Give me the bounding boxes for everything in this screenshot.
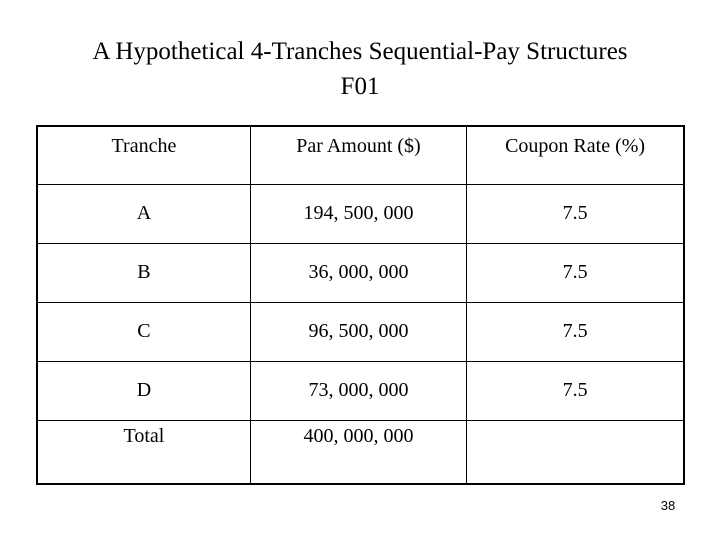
par-amount-cell: 96, 500, 000 [250, 302, 466, 361]
tranche-cell: B [37, 243, 250, 302]
table-row [37, 184, 684, 243]
table-row [37, 243, 684, 302]
par-amount-cell: 73, 000, 000 [250, 361, 466, 420]
par-amount-cell: 194, 500, 000 [250, 184, 466, 243]
tranche-cell: D [37, 361, 250, 420]
table-header-row [37, 126, 684, 184]
tranche-cell: A [37, 184, 250, 243]
header-tranche: Tranche [37, 126, 250, 184]
title-line-1: A Hypothetical 4-Tranches Sequential-Pay Structures [92, 38, 628, 65]
page-number: 38 [660, 498, 676, 513]
header-coupon-rate: Coupon Rate (%) [467, 126, 684, 184]
total-coupon-cell [467, 420, 684, 484]
tranche-table [36, 125, 685, 485]
coupon-rate-cell: 7.5 [467, 184, 684, 243]
tranche-cell: C [37, 302, 250, 361]
par-amount-cell: 36, 000, 000 [250, 243, 466, 302]
header-par-amount: Par Amount ($) [250, 126, 466, 184]
title-line-2: F01 [340, 73, 380, 100]
coupon-rate-cell: 7.5 [467, 243, 684, 302]
slide-title [0, 34, 720, 104]
table-total-row [37, 420, 684, 484]
total-amount-cell: 400, 000, 000 [250, 420, 466, 484]
total-label-cell: Total [37, 420, 250, 484]
table-row [37, 361, 684, 420]
coupon-rate-cell: 7.5 [467, 302, 684, 361]
coupon-rate-cell: 7.5 [467, 361, 684, 420]
table-row [37, 302, 684, 361]
